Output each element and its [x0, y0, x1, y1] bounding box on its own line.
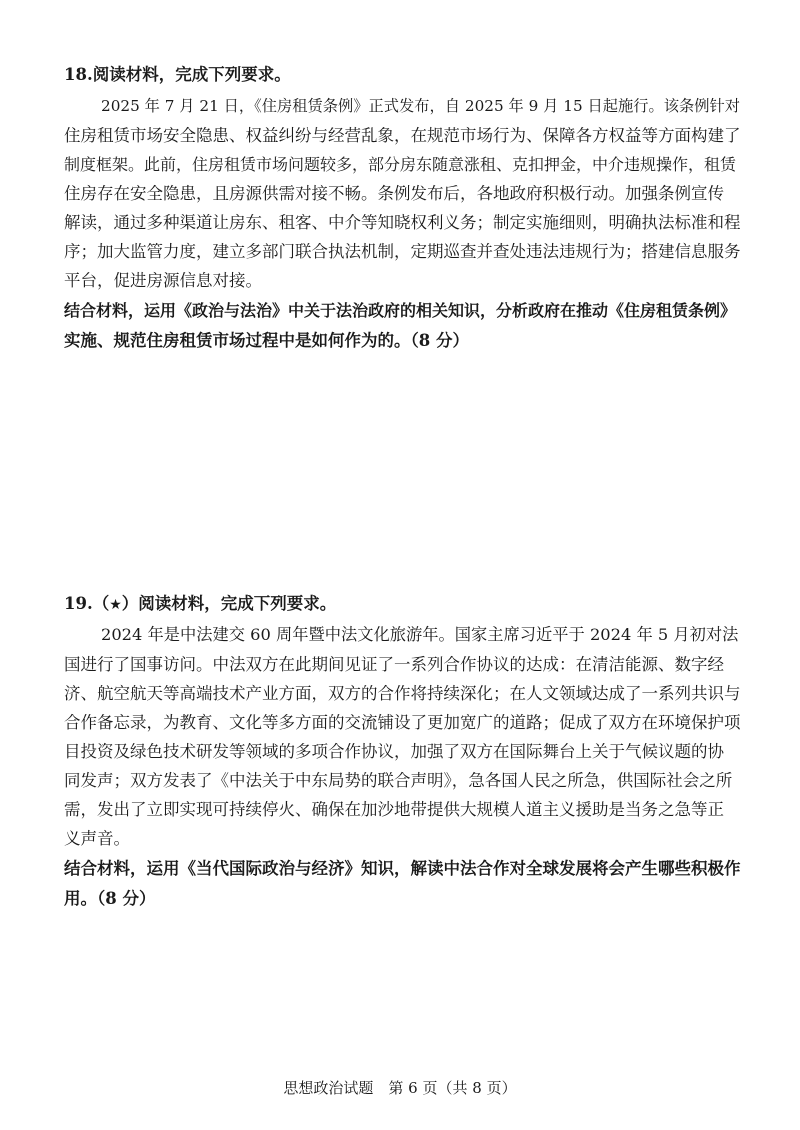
q18-question-line: 结合材料，运用《政治与法治》中关于法治政府的相关知识，分析政府在推动《住房租赁条例》 — [64, 301, 737, 320]
q19-material-line: 目投资及绿色技术研发等领域的多项合作协议，加强了双方在国际舞台上关于气候议题的协 — [64, 742, 724, 761]
q18-material-line: 2025 年 7 月 21 日，《住房租赁条例》正式发布，自 2025 年 9 月 15 日起施行。该条例针对 — [101, 97, 741, 115]
q18-question-line: 实施、规范住房租赁市场过程中是如何作为的。（8 分） — [64, 331, 469, 350]
q18-material-line: 序；加大监管力度，建立多部门联合执法机制，定期巡查并查处违法违规行为；搭建信息服务 — [64, 242, 741, 261]
star-icon: ★ — [109, 597, 122, 613]
q19-question-line: 结合材料，运用《当代国际政治与经济》知识，解读中法合作对全球发展将会产生哪些积极作 — [64, 859, 741, 878]
q18-material-line: 住房租赁市场安全隐患、权益纠纷与经营乱象，在规范市场行为、保障各方权益等方面构建了 — [64, 126, 741, 145]
q19-heading-suffix: ）阅读材料，完成下列要求。 — [121, 594, 337, 613]
q19-heading — [64, 593, 336, 616]
q19-material-line: 济、航空航天等高端技术产业方面，双方的合作将持续深化；在人文领域达成了一系列共识与 — [64, 684, 741, 703]
q18-heading: 18.阅读材料，完成下列要求。 — [64, 65, 291, 84]
q18-material-line: 住房存在安全隐患，且房源供需对接不畅。条例发布后，各地政府积极行动。加强条例宣传 — [64, 184, 724, 203]
q19-material-line: 国进行了国事访问。中法双方在此期间见证了一系列合作协议的达成：在清洁能源、数字经 — [64, 655, 724, 674]
q19-heading-prefix: 19.（ — [64, 594, 110, 613]
q18-material-line: 制度框架。此前，住房租赁市场问题较多，部分房东随意涨租、克扣押金，中介违规操作，租赁 — [64, 155, 737, 174]
q19-material-line: 义声音。 — [64, 829, 130, 848]
q18-material-line: 解读，通过多种渠道让房东、租客、中介等知晓权利义务；制定实施细则，明确执法标准和程 — [64, 213, 741, 232]
q18-material-line: 平台，促进房源信息对接。 — [64, 271, 262, 290]
q19-material-line: 需，发出了立即实现可持续停火、确保在加沙地带提供大规模人道主义援助是当务之急等正 — [64, 800, 724, 819]
q19-question-line: 用。（8 分） — [64, 889, 156, 908]
q19-material-line: 同发声；双方发表了《中法关于中东局势的联合声明》，急各国人民之所急，供国际社会之所 — [64, 771, 733, 790]
q19-material-line: 2024 年是中法建交 60 周年暨中法文化旅游年。国家主席习近平于 2024 年 5 月初对法 — [101, 625, 739, 644]
q19-material-line: 合作备忘录，为教育、文化等多方面的交流铺设了更加宽广的道路；促成了双方在环境保护项 — [64, 713, 741, 732]
page-footer: 思想政治试题 第 6 页（共 8 页） — [283, 1079, 517, 1097]
